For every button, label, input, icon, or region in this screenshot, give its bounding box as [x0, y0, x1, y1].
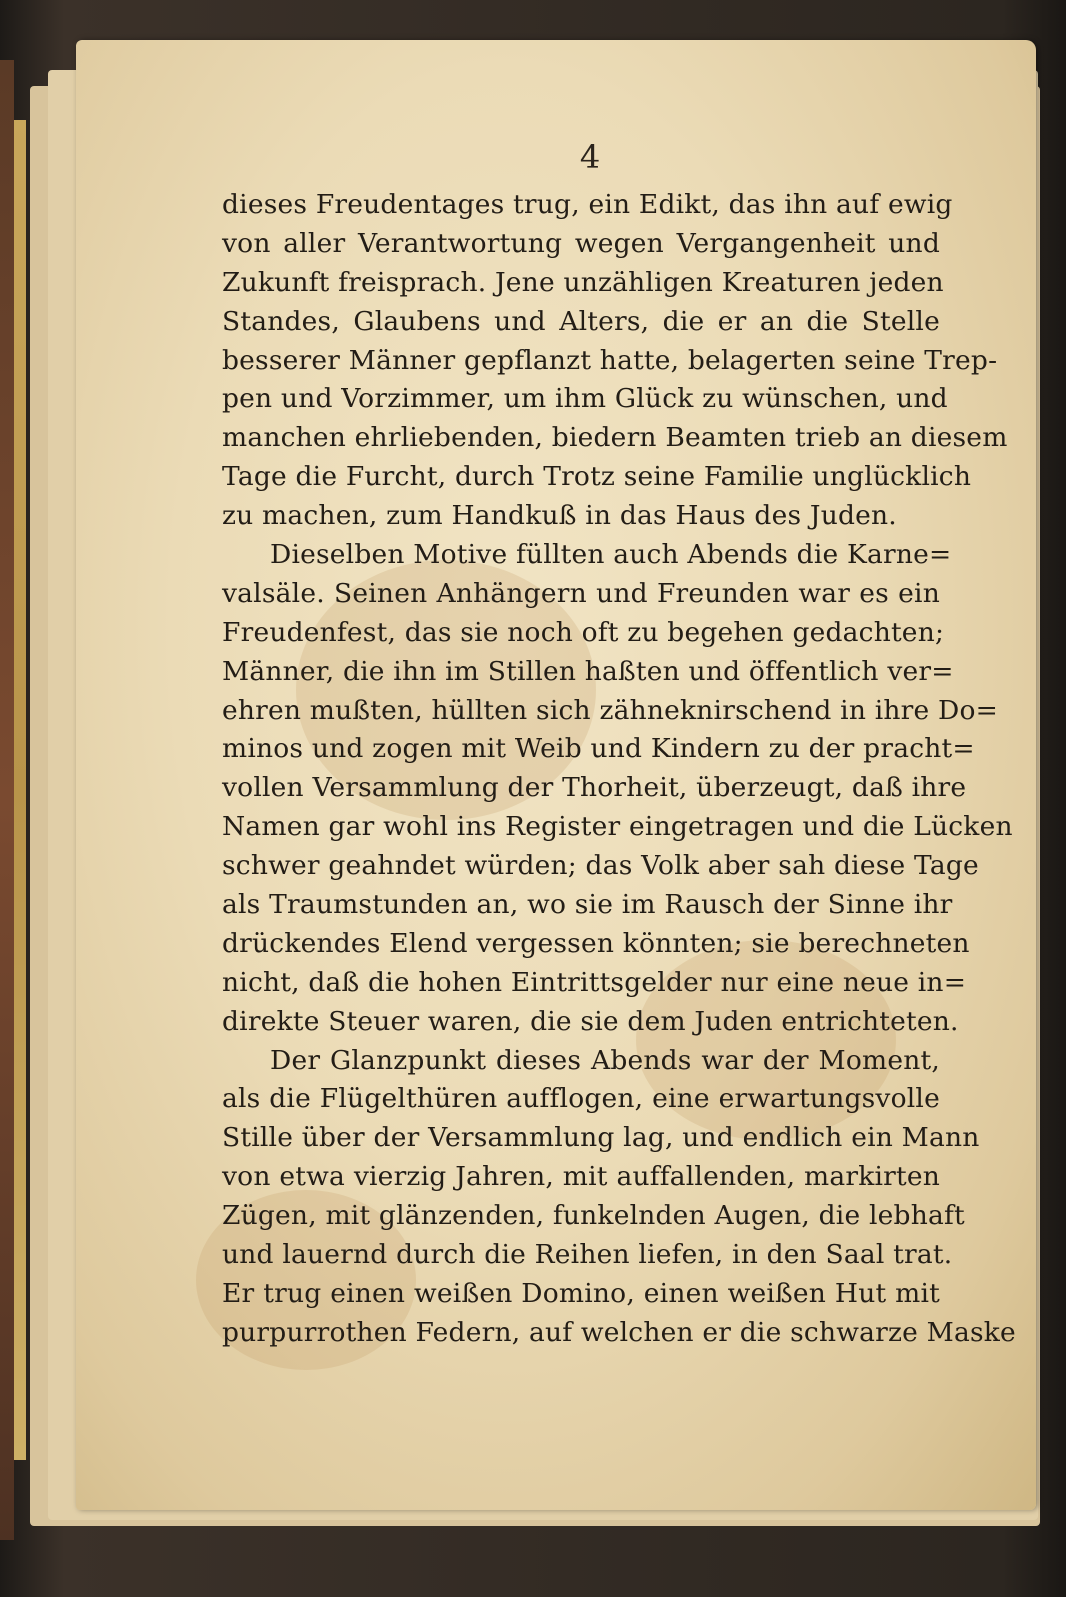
text-line: drückendes Elend vergessen könnten; sie berechneten — [222, 927, 970, 959]
text-line: zu machen, zum Handkuß in das Haus des Juden. — [222, 500, 897, 532]
text-line: valsäle. Seinen Anhängern und Freunden war es ein — [222, 577, 940, 609]
text-line: minos und zogen mit Weib und Kindern zu der pracht= — [222, 733, 975, 765]
text-line: purpurrothen Federn, auf welchen er die schwarze Maske — [222, 1316, 1016, 1348]
text-line: Freudenfest, das sie noch oft zu begehen gedachten; — [222, 616, 945, 648]
page-number: 4 — [579, 138, 601, 176]
text-line: Stille über der Versammlung lag, und endlich ein Mann — [222, 1122, 980, 1154]
text-line: Zügen, mit glänzenden, funkelnden Augen, die lebhaft — [222, 1200, 965, 1232]
text-line: besserer Männer gepflanzt hatte, belagerten seine Trep- — [222, 344, 998, 376]
page-text — [222, 186, 1016, 1353]
text-line: Namen gar wohl ins Register eingetragen und die Lücken — [222, 811, 1013, 843]
text-line: von aller Verantwortung wegen Vergangenheit und — [222, 227, 940, 259]
text-line: dieses Freudentages trug, ein Edikt, das ihn auf ewig — [222, 189, 953, 220]
text-line: als Traumstunden an, wo sie im Rausch der Sinne ihr — [222, 889, 953, 921]
text-line: manchen ehrliebenden, biedern Beamten trieb an diesem — [222, 422, 1008, 454]
text-line: schwer geahndet würden; das Volk aber sah diese Tage — [222, 850, 979, 882]
text-line: direkte Steuer waren, die sie dem Juden entrichteten. — [222, 1005, 959, 1037]
text-line: vollen Versammlung der Thorheit, überzeugt, daß ihre — [222, 772, 967, 804]
cover-edge — [0, 60, 14, 1540]
text-line: ehren mußten, hüllten sich zähneknirschend in ihre Do= — [222, 694, 999, 726]
text-line: Der Glanzpunkt dieses Abends war der Moment, — [270, 1044, 940, 1076]
text-line: Standes, Glaubens und Alters, die er an die Stelle — [222, 305, 940, 337]
text-line: nicht, daß die hohen Eintrittsgelder nur eine neue in= — [222, 966, 967, 998]
text-line: Dieselben Motive füllten auch Abends die Karne= — [270, 539, 952, 571]
text-line: von etwa vierzig Jahren, mit auffallenden, markirten — [222, 1161, 940, 1193]
text-line: Er trug einen weißen Domino, einen weißen Hut mit — [222, 1277, 940, 1309]
spine-strip — [14, 120, 26, 1460]
text-line: Männer, die ihn im Stillen haßten und öffentlich ver= — [222, 655, 954, 687]
text-line: als die Flügelthüren aufflogen, eine erwartungsvolle — [222, 1083, 940, 1115]
text-line: pen und Vorzimmer, um ihm Glück zu wünschen, und — [222, 383, 948, 415]
text-line: Tage die Furcht, durch Trotz seine Familie unglücklich — [222, 461, 972, 493]
text-line: Zukunft freisprach. Jene unzähligen Kreaturen jeden — [222, 266, 944, 298]
text-line: und lauernd durch die Reihen liefen, in den Saal trat. — [222, 1239, 953, 1271]
